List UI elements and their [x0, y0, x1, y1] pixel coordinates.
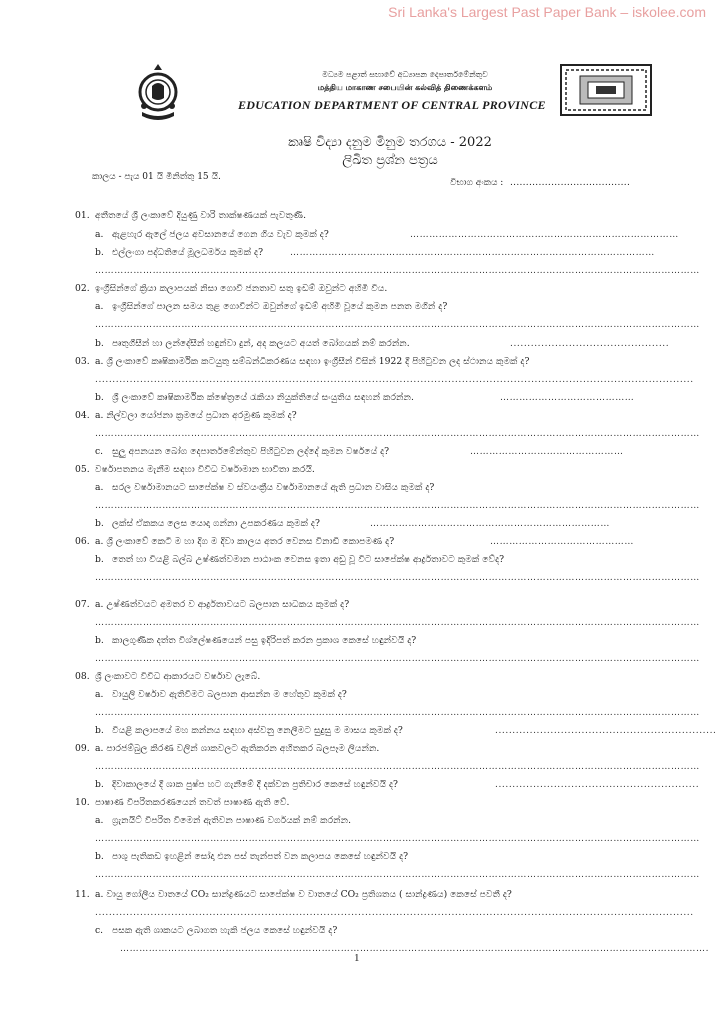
sub-question-text: සුලු අපනයන බෝග දෙපාර්තමේන්තුව පිහිටුවන ලද්දේ කුමන වර්ෂයේ ද?: [112, 446, 390, 457]
sub-question-label: b.: [95, 779, 104, 790]
question-text: a. නිල්වලා යෝජනා ක්‍රමයේ ප්‍රධාන අරමුණ කුමක් ද?: [95, 410, 297, 421]
sub-question-label: b.: [95, 554, 104, 565]
answer-line: ………………………………………………………………………………………………………………………………………………………………………: [95, 618, 700, 628]
sub-question-label: b.: [95, 338, 104, 349]
watermark: Sri Lanka's Largest Past Paper Bank – iskolee.com: [388, 4, 706, 20]
sub-question-label: b.: [95, 392, 104, 403]
answer-line: ..............................................: [510, 339, 670, 349]
answer-line: ................................................................: [495, 726, 717, 736]
answer-line: ...........................................................: [495, 780, 700, 790]
sub-question-text: ශ්‍රී ලංකාවේ කෘෂිකාර්මික ක්ෂේත්‍රයේ රැකියා නියුක්තියේ සංයුතිය සඳහන් කරන්න.: [112, 392, 414, 403]
sub-question-text: තෙත් හා වියළි බල්බ උෂ්ණත්වමාන පාඨාංක වෙනස ඉතා අඩු වූ විට සාපේක්ෂ ආර්ද්‍රතාවට කුමක් වේද?: [112, 554, 505, 565]
answer-line: ………………………………………………………………………………………………………………………………………………………………………: [95, 429, 700, 439]
sub-question-label: c.: [95, 925, 104, 936]
question-text: පාෂාණ විපරිතකරණයෙන් තවත් පාෂාණ ඇති වේ.: [95, 797, 290, 808]
question-number: 03.: [75, 356, 90, 367]
department-logo-icon: [560, 64, 652, 116]
sub-question-text: පසක ඇති ශාකයට ලබාගත හැකි ජලය කෙසේ හඳුන්වයි ද?: [112, 925, 338, 936]
question-number: 04.: [75, 410, 90, 421]
header-sinhala: මධ්‍යම පළාත් සභාවේ අධ්‍යාපන දෙපාර්තමේන්තුව: [322, 70, 488, 79]
answer-line: ………………………………………………………………………………………………………………………………………………………………………: [95, 870, 700, 880]
sub-question-label: a.: [95, 482, 104, 493]
answer-line: …………………………………………: [470, 447, 624, 457]
question-text: ඉංග්‍රීසින්ගේ ක්‍රියා කලාපයක් නිසා ගොවි ජනතාව සතු ඉඩම් ඔවුන්ට අහිමි විය.: [95, 283, 388, 294]
sub-question-text: සරල වර්ෂාමානයට සාපේක්ෂ ව ස්වයංක්‍රීය වර්ෂාමානයේ ඇති ප්‍රධාන වාසිය කුමක් ද?: [112, 482, 435, 493]
question-number: 11.: [75, 889, 90, 900]
index-number-label: විභාග අංකය :: [450, 178, 504, 188]
exam-title: කෘෂි විද්‍යා දනුම මිනුම තරගය - 2022: [288, 135, 492, 150]
answer-line: ………………………………………………………………………………………………………………………………………………………………………: [95, 654, 700, 664]
sub-question-text: පාශු පැතිකඩ ඉහළින් සෝදා එන පස් තැන්පත් වන කලාපය කෙසේ හඳුන්වයි ද?: [112, 851, 409, 862]
answer-line: ………………………………………: [490, 537, 634, 547]
sub-question-text: පෘතුගීසීන් හා ලන්දේසීන් හඳුන්වා දුන්, අද කලයට අයත් බෝගයක් නම් කරන්න.: [112, 338, 410, 349]
sub-question-text: වියළි කලාපයේ මහ කන්නය සඳහා අස්වනු නෙලීමට සුදුසු ම මාසය කුමක් ද?: [112, 725, 403, 736]
answer-line: ………………………………………………………………………………………………………………………………………………………………………: [95, 573, 700, 583]
question-number: 02.: [75, 283, 90, 294]
sub-question-label: b.: [95, 247, 104, 258]
answer-line: .............................................................................................................................................................................: [95, 375, 694, 385]
sub-question-text: ග්‍රැනයිට් විපරිත වීමෙන් ඇතිවන පාෂාණ වර්ගයක් නම් කරන්න.: [112, 815, 352, 826]
sub-question-label: c.: [95, 446, 104, 457]
question-text: a. පාරජම්බුල කිරණ වලින් ශාකවලට ඇතිකරන අහිතකර බලපෑම ලියන්න.: [95, 743, 380, 754]
sub-question-label: b.: [95, 635, 104, 646]
question-text: වර්ෂාපතනය මැනීම සඳහා විවිධ වර්ෂාමාන භාවිතා කරයි.: [95, 464, 315, 475]
question-text: ශ්‍රී ලංකාවට විවිධ ආකාරයට වර්ෂාව ලැබේ.: [95, 671, 261, 682]
answer-line: ………………………………………………………………………………………………………………………………………………………………………: [95, 762, 700, 772]
question-text: a. ශ්‍රී ලංකාවේ කෘෂිකාර්මික කටයුතු සම්බන්ධීකරණය සඳහා ඉංග්‍රීසීන් විසින් 1922 දී පිහිටුවන ලද ස්ථානය කුමක් ද?: [95, 356, 530, 367]
answer-line: ……………………………………: [500, 393, 635, 403]
question-number: 09.: [75, 743, 90, 754]
sub-question-label: a.: [95, 229, 104, 240]
sri-lanka-emblem-icon: [132, 62, 184, 124]
sub-question-text: එල්ලංගා පද්ධතියේ මූලධර්මය කුමක් ද?: [112, 247, 263, 258]
sub-question-text: ඇළහැර ඇලේ ජලය අවසානයේ ගෙන ගිය වැව කුමක් ද?: [112, 229, 329, 240]
question-text: a. වායු ගෝලීය වාතයේ CO₂ සාන්ද්‍රණයට සාපේක්ෂ ව වාතයේ CO₂ ප්‍රතිශතය ( සාන්ද්‍රණය) කෙසේ පවතී ද?: [95, 889, 512, 900]
duration: කාලය - පැය 01 යි මිනිත්තු 15 යි.: [92, 172, 221, 182]
index-number-dots: ......................................: [510, 178, 631, 188]
question-text: අතීතයේ ශ්‍රී ලංකාවේ දියුණු වාරි තාක්ෂණයක් පැවතුණි.: [95, 210, 307, 221]
answer-line: .............................................................................................................................................................................: [95, 908, 694, 918]
page-number: 1: [354, 952, 360, 964]
answer-line: …………………………………………………………………: [370, 519, 610, 529]
question-number: 10.: [75, 797, 90, 808]
sub-question-label: b.: [95, 518, 104, 529]
question-number: 05.: [75, 464, 90, 475]
question-text: a. ශ්‍රී ලංකාවේ කෙටි ම හා දිග ම දිවා කාලය අතර වෙනස විනාඩි කොපමණ ද?: [95, 536, 395, 547]
sub-question-text: වායුලි වර්ෂාව ඇතිවීමට බලපාන ආසන්න ම හේතුව කුමක් ද?: [112, 689, 347, 700]
header-tamil: மத்திய மாகாண சபையின் கல்வித் திணைக்களம்: [317, 82, 493, 92]
answer-line: ………………………………………………………………………………………………………………………………………………………………………: [95, 320, 700, 330]
sub-question-label: b.: [95, 851, 104, 862]
question-number: 01.: [75, 210, 90, 221]
sub-question-label: a.: [95, 689, 104, 700]
sub-question-label: a.: [95, 301, 104, 312]
sub-question-text: දිවාකාලයේ දී ශාක පුෂ්ප හට ගැනීමේ දී දක්වන ප්‍රතිචාර කෙසේ හඳුන්වයි ද?: [112, 779, 398, 790]
sub-question-text: කාලගුණික දත්ත විශ්ලේෂණයෙන් පසු ඉදිරිපත් කරන ප්‍රකාශ කෙසේ හඳුන්වයි ද?: [112, 635, 417, 646]
sub-question-text: ලක්ස් ඒකකය ලෙස යොදා ගන්නා උපකරණය කුමක් ද?: [112, 518, 320, 529]
paper-title: ලිඛිත ප්‍රශ්න පත්‍රය: [342, 153, 438, 168]
question-number: 06.: [75, 536, 90, 547]
question-text: a. උෂ්ණත්වයට අමතර ව ආර්ද්‍රතාවයට බලපාන සාධකය කුමක් ද?: [95, 599, 350, 610]
header-english: EDUCATION DEPARTMENT OF CENTRAL PROVINCE: [238, 98, 546, 112]
answer-line: ………………………………………………………………………………………………………………………………………………………………………: [95, 501, 700, 511]
answer-line: …………………………………………………………………………: [410, 230, 679, 240]
question-number: 07.: [75, 599, 90, 610]
sub-question-text: ඉංග්‍රීසින්ගේ පාලන සමය තුළ ගොවීන්ට ඔවුන්ගේ ඉඩම් අහිමි වූයේ කුමන පනත මගින් ද?: [112, 301, 448, 312]
answer-line: ………………………………………………………………………………………………………………………………………………………………………: [95, 834, 700, 844]
answer-line: ……………………………………………………………………………………………………: [290, 248, 655, 258]
sub-question-label: b.: [95, 725, 104, 736]
answer-line: ………………………………………………………………………………………………………………………………………………………………….: [120, 944, 710, 954]
sub-question-label: a.: [95, 815, 104, 826]
answer-line: ………………………………………………………………………………………………………………………………………………………………………: [95, 708, 700, 718]
question-number: 08.: [75, 671, 90, 682]
answer-line: ………………………………………………………………………………………………………………………………………………………………………: [95, 266, 700, 276]
